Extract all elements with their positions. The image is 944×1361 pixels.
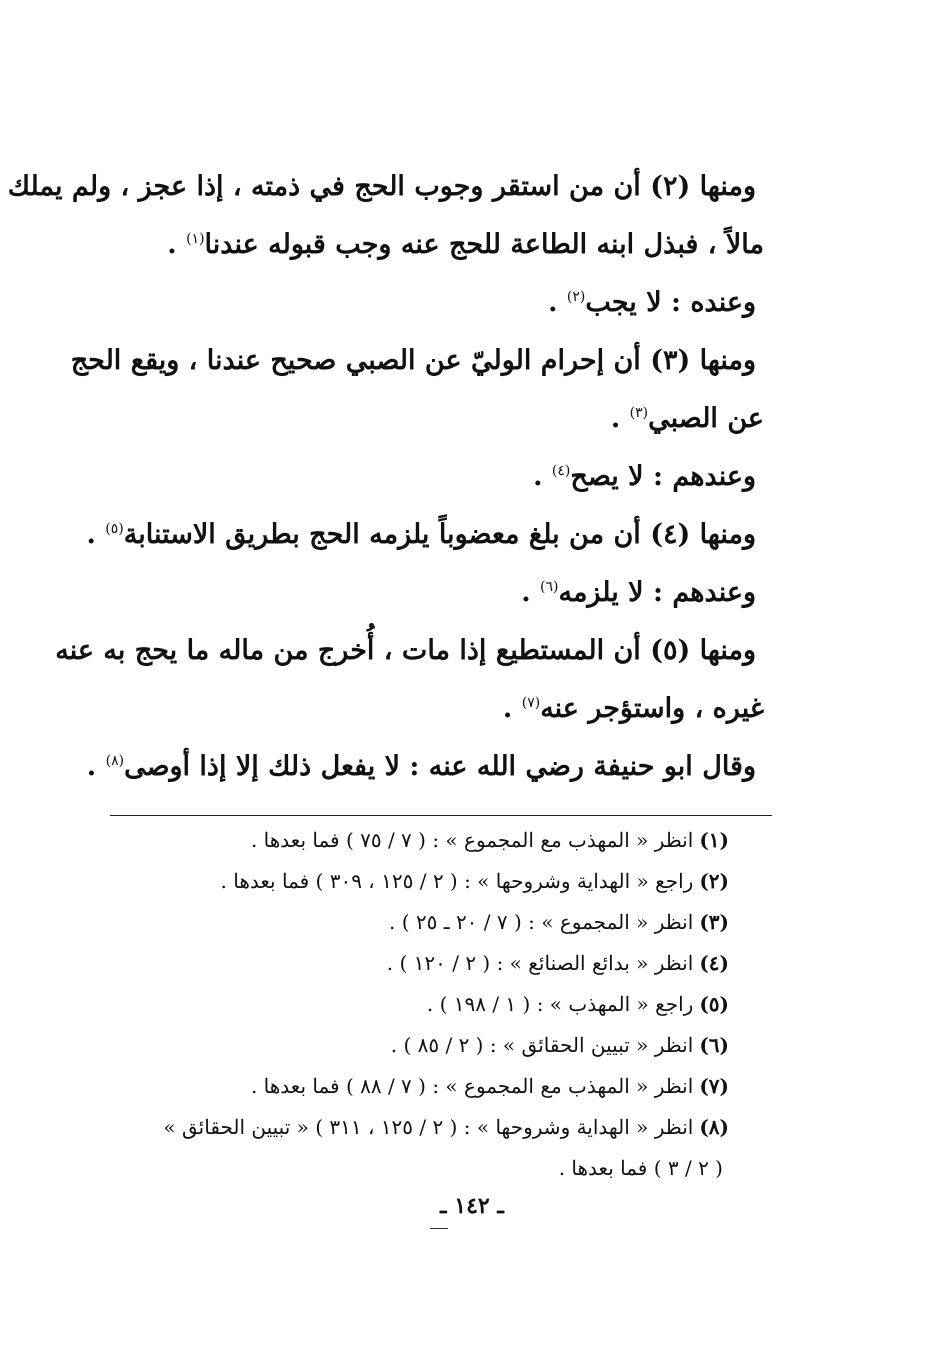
footnote-number: (٧) [699,1074,729,1098]
footnote-number: (١) [699,828,729,852]
text-line [114,680,764,738]
main-text [7,158,764,796]
text-line [86,506,764,564]
footnote-text: انظر « المهذب مع المجموع » : ( ٧ / ٨٨ ) فما بعدها . [250,1074,694,1098]
footnote [119,943,729,984]
footnote-text: انظر « الهداية وشروحها » : ( ٢ / ١٢٥ ، ٣١١ ) « تبيين الحقائق » [163,1115,694,1139]
footnote-divider [110,815,772,816]
footnote-ref: (٤) [551,463,571,479]
footnote [119,861,729,902]
text-line [70,332,764,390]
footnote [119,1066,729,1107]
text-line [55,622,764,680]
line-tail: . [533,461,552,492]
line-text: وقال ابو حنيفة رضي الله عنه : لا يفعل ذلك إلا إذا أوصى [124,751,756,782]
footnote-text: ( ٢ / ٣ ) فما بعدها . [558,1156,723,1180]
footnotes [119,820,729,1189]
footnote-number: (٦) [699,1033,729,1057]
footnote-number: (٥) [699,992,729,1016]
footnote-continuation [119,1148,729,1189]
footnote-number: (٣) [699,910,729,934]
footnote-text: انظر « المهذب مع المجموع » : ( ٧ / ٧٥ ) فما بعدها . [250,828,694,852]
line-tail: . [86,751,106,782]
footnote-ref: (٥) [105,521,124,537]
footnote [119,820,729,861]
footnote-ref: (١) [186,231,205,247]
line-tail: . [167,229,187,260]
page-number: ـ ١٤٢ ـ [440,1193,504,1219]
footnote-ref: (٦) [540,579,559,595]
line-text: عن الصبي [648,403,764,434]
footnote-text: انظر « تبيين الحقائق » : ( ٢ / ٨٥ ) . [390,1033,694,1057]
line-text: وعنده : لا يجب [585,287,756,318]
footnote [119,902,729,943]
footnote-ref: (٢) [566,289,586,305]
footnote-ref: (٧) [521,695,541,711]
footnote [119,1025,729,1066]
text-line [114,274,764,332]
line-text: ومنها (٣) أن إحرام الوليّ عن الصبي صحيح عندنا ، ويقع الحج [70,345,756,376]
line-text: ومنها (٢) أن من استقر وجوب الحج في ذمته ، إذا عجز ، ولم يملك [7,171,756,202]
footnote-text: راجع « الهداية وشروحها » : ( ٢ / ١٢٥ ، ٣٠٩ ) فما بعدها . [220,869,694,893]
line-tail: . [548,287,567,318]
footnote-text: انظر « المجموع » : ( ٧ / ٢٠ ـ ٢٥ ) . [389,910,694,934]
footnote-number: (٢) [699,869,729,893]
text-line [114,564,764,622]
line-text: مالاً ، فبذل ابنه الطاعة للحج عنه وجب قبوله عندنا [204,229,764,260]
line-tail: . [86,519,106,550]
footnote-text: انظر « بدائع الصنائع » : ( ٢ / ١٢٠ ) . [386,951,694,975]
text-line [7,158,764,216]
footnote-ref: (٣) [629,405,649,421]
text-line [86,738,764,796]
line-text: ومنها (٤) أن من بلغ معضوباً يلزمه الحج بطريق الاستنابة [123,519,756,550]
footnote-text: راجع « المهذب » : ( ١ / ١٩٨ ) . [426,992,694,1016]
line-text: وعندهم : لا يلزمه [558,577,756,608]
line-tail: . [502,693,522,724]
footnote [119,984,729,1025]
footnote-number: (٤) [699,951,729,975]
text-line [114,216,764,274]
text-line [114,390,764,448]
line-text: غيره ، واستؤجر عنه [540,693,764,724]
page-number-underline [430,1228,448,1229]
line-text: ومنها (٥) أن المستطيع إذا مات ، أُخرج من ماله ما يحج به عنه [55,635,756,666]
line-text: وعندهم : لا يصح [570,461,756,492]
line-tail: . [610,403,630,434]
footnote [119,1107,729,1148]
text-line [114,448,764,506]
footnote-ref: (٨) [105,753,125,769]
line-tail: . [521,577,540,608]
footnote-number: (٨) [699,1115,729,1139]
